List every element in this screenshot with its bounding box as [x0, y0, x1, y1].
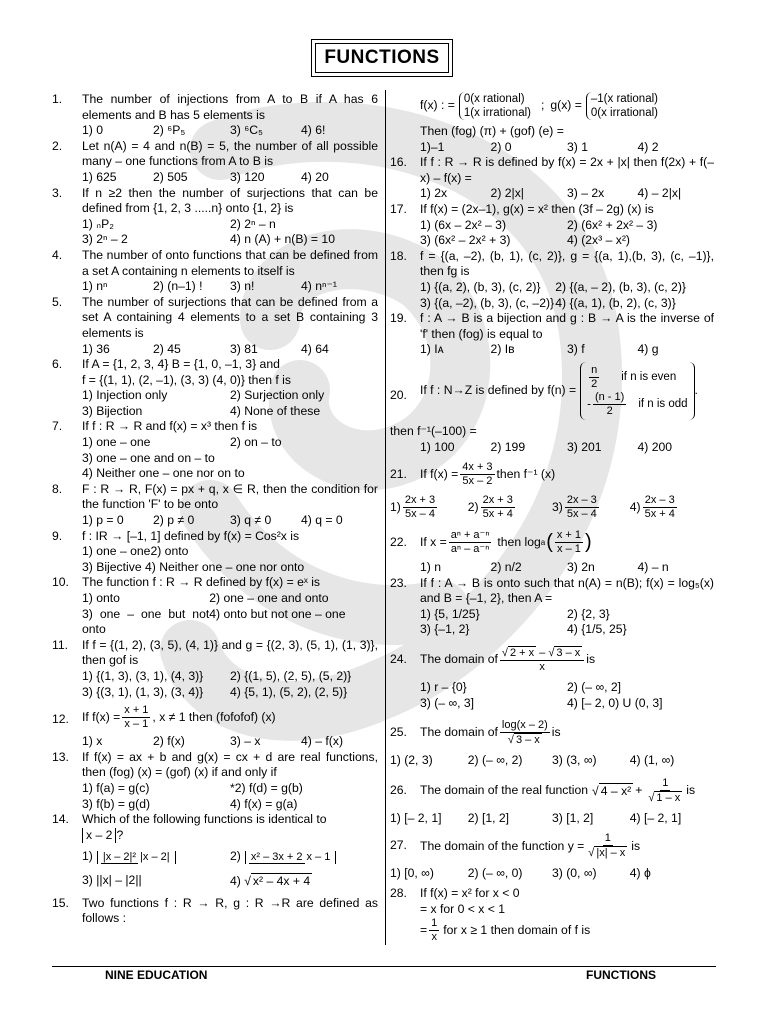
option: 3) 2ⁿ – 2: [82, 232, 128, 247]
option: 1) [– 2, 1]: [390, 810, 442, 825]
option: 4) 200: [637, 439, 673, 454]
option: 1) [0, ∞): [390, 866, 434, 881]
question-20: 20. If f : N→Z is defined by f(n) = n 2 if n is even - $\frac{(n - 1)}{2}$ if n is odd . then f⁻¹(–100) = 1) 100 2) 199 3) 201 4) 200: [390, 362, 714, 455]
fraction: $\frac{x + 1}{x - 1}$: [124, 704, 149, 731]
option: 1) {(1, 3), (3, 1), (4, 3)}: [82, 668, 204, 683]
option: 2) {2, 3}: [567, 606, 610, 621]
option: *2) f(d) = g(b): [230, 780, 303, 795]
option: 4) 20: [301, 169, 329, 184]
question-10: 10. The function f : R → R defined by f(x) = eˣ is 1) onto 2) one – one and onto 3) one – one but not onto 4) onto but not one – one: [52, 575, 378, 637]
option: 3) one – one but not onto: [82, 606, 210, 637]
option: 4) {5, 1), (5, 2), (2, 5)}: [230, 684, 348, 699]
option: 2) f(x): [153, 734, 185, 749]
option: 4) {1/5, 25}: [567, 622, 627, 637]
option: 2) one – one and onto: [209, 591, 329, 605]
option: 3) f: [566, 342, 585, 357]
question-13: 13. If f(x) = ax + b and g(x) = cx + d are real functions, then (fog) (x) = (gof) (x) if and only if 1) f(a) = g(c) *2) f(d) = g(b) 3) f(b) = g(d) 4) f(x) = g(a): [52, 749, 378, 811]
option: 1) p = 0: [82, 513, 124, 528]
option: 3) (3, ∞): [551, 753, 597, 768]
question-12: 12. If f(x) = $\frac{x + 1}{x - 1}$ , x ≠ 1 then (fofofof) (x) 1) x 2) f(x) 3) – x 4) – f(x): [52, 704, 378, 750]
footer-rule: [52, 966, 716, 967]
option: 4) g: [637, 342, 659, 357]
column-divider: [385, 90, 386, 945]
question-1: 1. The number of injections from A to B if A has 6 elements and B has 5 elements is 1) 0 2) ⁶P₅ 3) ⁶C₅ 4) 6!: [52, 92, 378, 138]
option: 1) Iᴀ: [420, 342, 444, 357]
option: 3) 201: [566, 439, 602, 454]
right-column: f(x) : = 0(x rational) 1(x irrational) ; g(x) = –1(x rational) 0(x irrational) Then (fog) (π) + (gof) (e) = 1)–1 2) 0 3) 1 4) 2 16. If f : R → R is defined by f(x) = 2x + |x| then f(2x) + f(– x) – f(x) = 1) 2x 2) 2|x| 3) – 2x 4) – 2|x| 17. If f(x) = (2x–1), g(x) = x² then (3f – 2g) (x) is 1) (6x – 2x² – 3) 2) (6x² + 2x² – 3) 3) (6x² – 2x² + 3) 4) (2x³ – x²) 18. f = {(a, –2), (b, 1), (c, 2)}, g = {(a, 1),(b, 3), (c, –1)}, then fg is 1) {(a, 2), (b, 3), (c, 2)} 2) {(a, – 2), (b, 3), (c, 2)} 3) {(a, –2), (b, 3), (c, –2)} 4) {(a, 1), (b, 2), (c, 3)} 19. f : A → B is a bijection and g : B → A is the inverse of 'f' then (fog) is equal to 1) Iᴀ 2) Iʙ 3) f 4) g 20. If f : N→Z is defined by f(n) = n 2 if n is even - $\frac{(n - 1)}{2}$ if n is odd . then f⁻¹(–100) = 1) 100 2) 199 3) 201 4) 200 21. If f(x) = $\frac{4x + 3}{5x - 2}$ then f⁻¹ (x) 1) 2x + 3 5x – 4 2) 2x + 3 5x + 4 3) 2x – 3 5x – 4 4) 2x – 3 5x + 4 22. If x = $\frac{\text{aⁿ + a⁻ⁿ}}{\text{aⁿ – a⁻ⁿ}}$ then log a ( x + 1 x – 1 ) 1) n 2) n/2 3) 2n 4) – n 23. If f : A → B is onto such that n(A) = n(B); f(x) = log₅(x) and B = {–1, 2}, then A = 1) {5, 1/25} 2) {2, 3} 3) {–1, 2} 4) {1/5, 25} 24. The domain of √ 2 + x – √ 3 – x x is 1) r – {0} 2) (– ∞, 2] 3) (– ∞, 3] 4) [– 2, 0) U (0, 3] 25. The domain of log(x – 2) √ 3 – x is 1) (2, 3) 2) (– ∞, 2) 3) (3, ∞) 4) (1, ∞) 26. The domain of the real function √ 4 – x² + $\frac{1}{√ 1 - x}$ is 1) [– 2, 1] 2) [1, 2] 3) [1, 2] 4) [– 2, 1] 27. The domain of the function y = $\frac{1}{√ |x| - x}$ is 1) [0, ∞) 2) (– ∞, 0) 3) (0, ∞) 4) ϕ 28. If f(x) = x² for x < 0 = x for 0 < x < 1 = $\frac{1}{x}$ for x ≥ 1 then domain of f is: [390, 93, 714, 944]
option: 4) Neither one – one nor on to: [82, 466, 245, 481]
option: 4) [– 2, 1]: [629, 810, 682, 825]
option: 1) n: [420, 560, 442, 575]
footer-chapter: FUNCTIONS: [586, 968, 656, 982]
left-column: [52, 92, 378, 927]
option: 4) f(x) = g(a): [230, 796, 298, 811]
option: 2) Surjection only: [230, 388, 325, 403]
option: 3) Bijective 4) Neither one – one nor onto: [82, 559, 305, 574]
question-19: 19. f : A → B is a bijection and g : B → A is the inverse of 'f' then (fog) is equal to 1) Iᴀ 2) Iʙ 3) f 4) g: [390, 311, 714, 357]
option: 3) 1: [566, 139, 588, 154]
option: 1) Injection only: [82, 388, 168, 403]
option: 4) None of these: [230, 403, 321, 418]
option: 2) 2ⁿ – n: [230, 216, 276, 231]
option: 1) onto: [82, 591, 120, 605]
option: 1) {(a, 2), (b, 3), (c, 2)}: [420, 279, 541, 294]
question-16: 16. If f : R → R is defined by f(x) = 2x + |x| then f(2x) + f(– x) – f(x) = 1) 2x 2) 2|x| 3) – 2x 4) – 2|x|: [390, 155, 714, 201]
option: 2) 199: [490, 439, 526, 454]
option: 3) [1, 2]: [551, 810, 594, 825]
question-15-cont: f(x) : = 0(x rational) 1(x irrational) ; g(x) = –1(x rational) 0(x irrational): [420, 93, 658, 119]
question-17: 17. If f(x) = (2x–1), g(x) = x² then (3f – 2g) (x) is 1) (6x – 2x² – 3) 2) (6x² + 2x² – 3) 3) (6x² – 2x² + 3) 4) (2x³ – x²): [390, 202, 714, 249]
option: 3) (6x² – 2x² + 3): [420, 233, 511, 248]
piecewise: n 2 if n is even - $\frac{(n - 1)}{2}$ if n is odd: [580, 362, 694, 420]
option: 1) 100: [420, 439, 455, 454]
option: 4) ϕ: [629, 866, 651, 881]
option: 4) (2x³ – x²): [567, 233, 630, 248]
question-25: 25. The domain of log(x – 2) √ 3 – x is 1) (2, 3) 2) (– ∞, 2) 3) (3, ∞) 4) (1, ∞): [390, 719, 714, 769]
option: 3) one – one and on – to: [82, 450, 215, 465]
option: 1) 36: [82, 341, 110, 356]
question-8: 8. F : R → R, F(x) = px + q, x ∈ R, then the condition for the function 'F' to be onto 1) p = 0 2) p ≠ 0 3) q ≠ 0 4) q = 0: [52, 481, 378, 528]
question-22: 22. If x = $\frac{\text{aⁿ + a⁻ⁿ}}{\text{aⁿ – a⁻ⁿ}}$ then log a ( x + 1 x – 1 ) 1) n 2) n/2 3) 2n 4) – n: [390, 529, 714, 576]
option: 2) 45: [153, 341, 181, 356]
option: 2) p ≠ 0: [153, 513, 195, 528]
option: 1) one – one2) onto: [82, 544, 189, 559]
question-26: 26. The domain of the real function √ 4 – x² + $\frac{1}{√ 1 - x}$ is 1) [– 2, 1] 2) [1, 2] 3) [1, 2] 4) [– 2, 1]: [390, 777, 714, 827]
option: 4) – f(x): [301, 734, 343, 749]
option: 4) – 2|x|: [637, 186, 682, 201]
option: 2) (– ∞, 2]: [567, 680, 622, 695]
option: 4) 64: [301, 341, 329, 356]
option: 2) 505: [153, 169, 188, 184]
question-18: 18. f = {(a, –2), (b, 1), (c, 2)}, g = {(a, 1),(b, 3), (c, –1)}, then fg is 1) {(a, 2), (b, 3), (c, 2)} 2) {(a, – 2), (b, 3), (c, 2)} 3) {(a, –2), (b, 3), (c, –2)} 4) {(a, 1), (b, 2), (c, 3)}: [390, 248, 714, 310]
option: 2) {(1, 5), (2, 5), (5, 2)}: [230, 668, 352, 683]
option: 4) (1, ∞): [629, 753, 675, 768]
option: 3) n!: [229, 279, 255, 294]
option: 4) 6!: [301, 123, 326, 138]
question-3: 3. If n ≥2 then the number of surjections that can be defined from {1, 2, 3 .....n} onto {1, 2} is 1) ₙP₂ 2) 2ⁿ – n 3) 2ⁿ – 2 4) n (A) + n(B) = 10: [52, 185, 378, 247]
question-4: 4. The number of onto functions that can be defined from a set A containing n elements to itself is 1) nⁿ 2) (n–1) ! 3) n! 4) nⁿ⁻¹: [52, 247, 378, 294]
option: 1) f(a) = g(c): [82, 780, 150, 795]
option: 2) ⁶P₅: [153, 123, 186, 138]
option: 2) 2x + 3 5x + 4: [467, 494, 513, 521]
option: 2) [1, 2]: [467, 810, 510, 825]
option: 4) {(a, 1), (b, 2), (c, 3)}: [555, 295, 676, 310]
option: 3) – x: [229, 734, 261, 749]
option: 1) r – {0}: [420, 680, 467, 695]
option: 4) [– 2, 0) U (0, 3]: [567, 695, 663, 710]
option: 3) {(3, 1), (1, 3), (3, 4)}: [82, 684, 204, 699]
option: 1) nⁿ: [82, 279, 108, 294]
option: 3) 120: [229, 169, 265, 184]
question-27: 27. The domain of the function y = $\frac{1}{√ |x| - x}$ is 1) [0, ∞) 2) (– ∞, 0) 3) (0, ∞) 4) ϕ: [390, 832, 714, 882]
option: 1) 2x: [420, 186, 448, 201]
option: 1) (6x – 2x² – 3): [420, 217, 507, 232]
question-11: 11. If f = {(1, 2), (3, 5), (4, 1)} and g = {(2, 3), (5, 1), (1, 3)}, then gof is 1) {(1, 3), (3, 1), (4, 3)} 2) {(1, 5), (2, 5), (5, 2)} 3) {(3, 1), (1, 3), (3, 4)} 4) {5, 1), (5, 2), (2, 5)}: [52, 637, 378, 699]
option: 1) 2x + 3 5x – 4: [390, 494, 436, 521]
option: 1) one – one: [82, 435, 151, 450]
option: 1) (2, 3): [390, 753, 433, 768]
question-24: 24. The domain of √ 2 + x – √ 3 – x x is 1) r – {0} 2) (– ∞, 2] 3) (– ∞, 3] 4) [– 2, 0) U (0, 3]: [390, 646, 714, 711]
question-5: 5. The number of surjections that can be defined from a set A containing 4 elements to a set B containing 3 elements is 1) 36 2) 45 3) 81 4) 64: [52, 294, 378, 356]
question-21: 21. If f(x) = $\frac{4x + 3}{5x - 2}$ then f⁻¹ (x) 1) 2x + 3 5x – 4 2) 2x + 3 5x + 4 3) 2x – 3 5x – 4 4) 2x – 3 5x + 4: [390, 461, 714, 521]
option: 4) q = 0: [301, 513, 343, 528]
option: 3) q ≠ 0: [229, 513, 272, 528]
option: 4) onto but not one – one: [209, 606, 346, 621]
option: 2) n/2: [490, 560, 522, 575]
option: 4) n (A) + n(B) = 10: [230, 232, 335, 247]
option: 2) (6x² + 2x² – 3): [567, 217, 658, 232]
question-14: 14. Which of the following functions is identical to x – 2 ? 1) |x – 2|² |x – 2| 2) x² – 3x + 2 x – 1 3) ||x| – |2|| 4) √ x² – 4x + 4: [52, 812, 378, 889]
option: 3) (– ∞, 3]: [420, 695, 475, 710]
question-28: 28. If f(x) = x² for x < 0 = x for 0 < x < 1 = $\frac{1}{x}$ for x ≥ 1 then domain of f is: [390, 886, 591, 944]
option: 3) f(b) = g(d): [82, 796, 151, 811]
option: 3) 81: [229, 341, 258, 356]
option: 2) (n–1) !: [153, 279, 203, 294]
footer-publisher: NINE EDUCATION: [105, 968, 208, 982]
option: 3) – 2x: [566, 186, 605, 201]
option: 4) 2x – 3 5x + 4: [629, 494, 675, 521]
option: 3) 2x – 3 5x – 4: [551, 494, 597, 521]
option: 4) nⁿ⁻¹: [301, 279, 337, 294]
question-6: 6. If A = {1, 2, 3, 4} B = {1, 0, –1, 3} and f = {(1, 1), (2, –1), (3, 3) (4, 0)} then f is 1) Injection only 2) Surjection only 3) Bijection 4) None of these: [52, 357, 378, 419]
question-7: 7. If f : R → R and f(x) = x³ then f is 1) one – one 2) on – to 3) one – one and on – to 4) Neither one – one nor on to: [52, 419, 378, 481]
option: 3) ||x| – |2||: [82, 872, 142, 887]
piecewise-g: –1(x rational) 0(x irrational): [586, 92, 658, 120]
piecewise-f: 0(x rational) 1(x irrational): [459, 92, 531, 120]
option: 4) √ x² – 4x + 4: [230, 873, 311, 888]
option: 2) 0: [490, 139, 512, 154]
question-2: 2. Let n(A) = 4 and n(B) = 5, the number of all possible many – one functions from A to B is 1) 625 2) 505 3) 120 4) 20: [52, 138, 378, 184]
option: 1) ₙP₂: [82, 216, 114, 231]
option: 3) 2n: [566, 560, 595, 575]
title-box: [311, 39, 453, 77]
option: 3) ⁶C₅: [229, 123, 263, 138]
option: 4) – n: [637, 560, 669, 575]
option: 1) |x – 2|² |x – 2|: [82, 849, 230, 865]
option: 4) 2: [637, 139, 659, 154]
option: 3) {(a, –2), (b, 3), (c, –2)}: [420, 295, 555, 310]
option: 1) {5, 1/25}: [420, 606, 480, 621]
question-9: 9. f : IR → [–1, 1] defined by f(x) = Cos²x is 1) one – one2) onto 3) Bijective 4) Neither one – one nor onto: [52, 529, 378, 576]
page-title: FUNCTIONS: [315, 43, 449, 73]
question-15: 15. Two functions f : R → R, g : R →R are defined as follows :: [52, 895, 378, 926]
option: 3) (0, ∞): [551, 866, 597, 881]
option: 1)–1: [420, 139, 445, 154]
option: 3) {–1, 2}: [420, 622, 470, 637]
option: 2) (– ∞, 2): [467, 753, 523, 768]
option: 2) on – to: [230, 435, 282, 450]
question-23: 23. If f : A → B is onto such that n(A) = n(B); f(x) = log₅(x) and B = {–1, 2}, then A = 1) {5, 1/25} 2) {2, 3} 3) {–1, 2} 4) {1/5, 25}: [390, 575, 714, 637]
option: 2) 2|x|: [490, 186, 524, 201]
option: 2) {(a, – 2), (b, 3), (c, 2)}: [555, 279, 686, 294]
option: 1) 0: [82, 123, 104, 138]
option: 2) (– ∞, 0): [467, 866, 523, 881]
option: 2) x² – 3x + 2 x – 1: [230, 849, 378, 865]
option: 2) Iʙ: [490, 342, 515, 357]
option: 3) Bijection: [82, 403, 143, 418]
option: 1) 625: [82, 169, 117, 184]
option: 1) x: [82, 734, 103, 749]
